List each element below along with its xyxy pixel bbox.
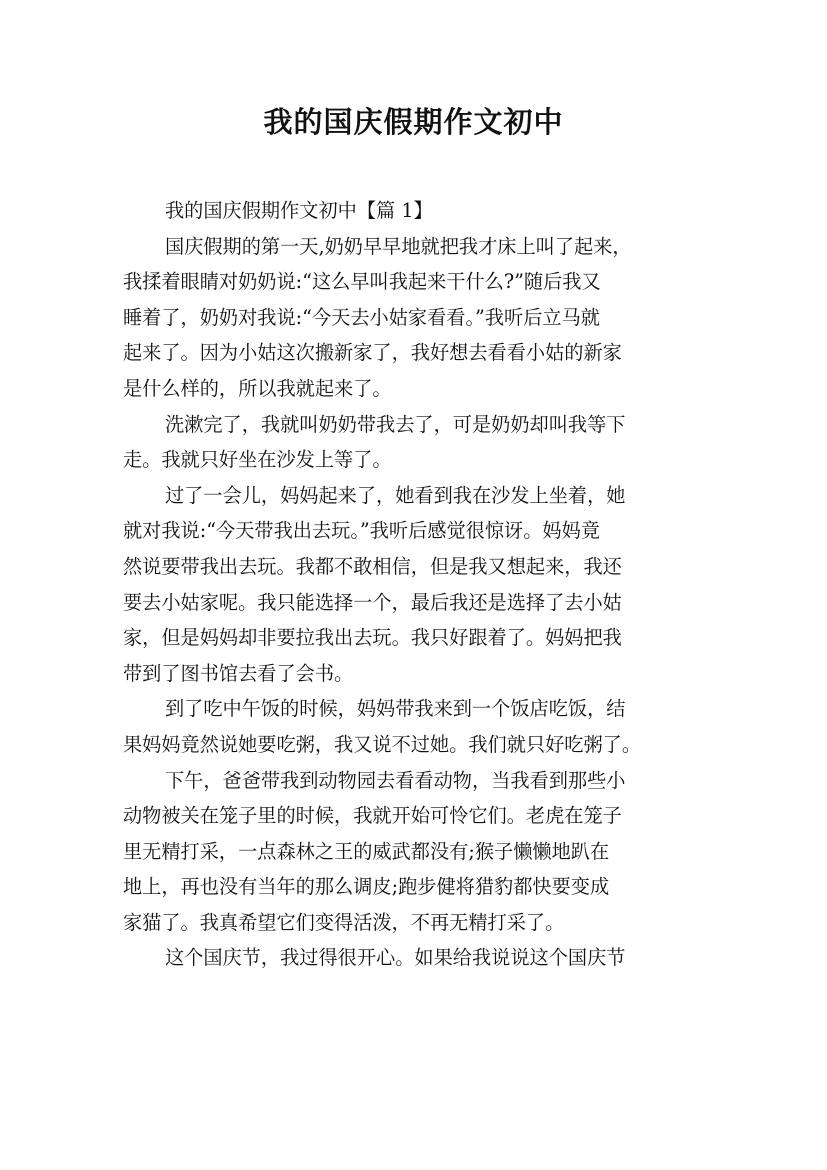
document-body: [123, 193, 705, 976]
text-line: 下午，爸爸带我到动物园去看看动物，当我看到那些小: [165, 768, 626, 792]
text-line: 要去小姑家呢。我只能选择一个，最后我还是选择了去小姑: [123, 590, 622, 614]
document-title: 我的国庆假期作文初中: [263, 105, 564, 139]
text-line: 带到了图书馆去看了会书。: [123, 661, 354, 685]
text-line: 到了吃中午饭的时候，妈妈带我来到一个饭店吃饭，结: [165, 697, 626, 721]
text-line: 国庆假期的第一天,奶奶早早地就把我才床上叫了起来，: [165, 234, 632, 258]
text-line: 过了一会儿，妈妈起来了，她看到我在沙发上坐着，她: [165, 483, 626, 507]
text-line: 睡着了，奶奶对我说:“今天去小姑家看看。”我听后立马就: [123, 305, 600, 329]
text-line: 家猫了。我真希望它们变得活泼，不再无精打采了。: [123, 910, 565, 934]
text-line: 就对我说:“今天带我出去玩。”我听后感觉很惊讶。妈妈竟: [123, 519, 600, 543]
text-line: 动物被关在笼子里的时候，我就开始可怜它们。老虎在笼子: [123, 804, 622, 828]
text-line: 果妈妈竟然说她要吃粥，我又说不过她。我们就只好吃粥了。: [123, 732, 642, 756]
text-line: 我的国庆假期作文初中【篇 1】: [165, 199, 433, 222]
text-line: 然说要带我出去玩。我都不敢相信，但是我又想起来，我还: [123, 554, 622, 578]
text-line: 是什么样的，所以我就起来了。: [123, 376, 392, 400]
text-line: 我揉着眼睛对奶奶说:“这么早叫我起来干什么?”随后我又: [123, 270, 601, 294]
text-line: 地上，再也没有当年的那么调皮;跑步健将猎豹都快要变成: [123, 875, 610, 899]
text-line: 起来了。因为小姑这次搬新家了，我好想去看看小姑的新家: [123, 341, 622, 365]
text-line: 家，但是妈妈却非要拉我出去玩。我只好跟着了。妈妈把我: [123, 626, 622, 650]
text-line: 这个国庆节，我过得很开心。如果给我说说这个国庆节: [165, 946, 626, 970]
text-line: 里无精打采，一点森林之王的威武都没有;猴子懒懒地趴在: [123, 839, 610, 863]
text-line: 洗漱完了，我就叫奶奶带我去了，可是奶奶却叫我等下: [165, 412, 626, 436]
text-line: 走。我就只好坐在沙发上等了。: [123, 448, 392, 472]
